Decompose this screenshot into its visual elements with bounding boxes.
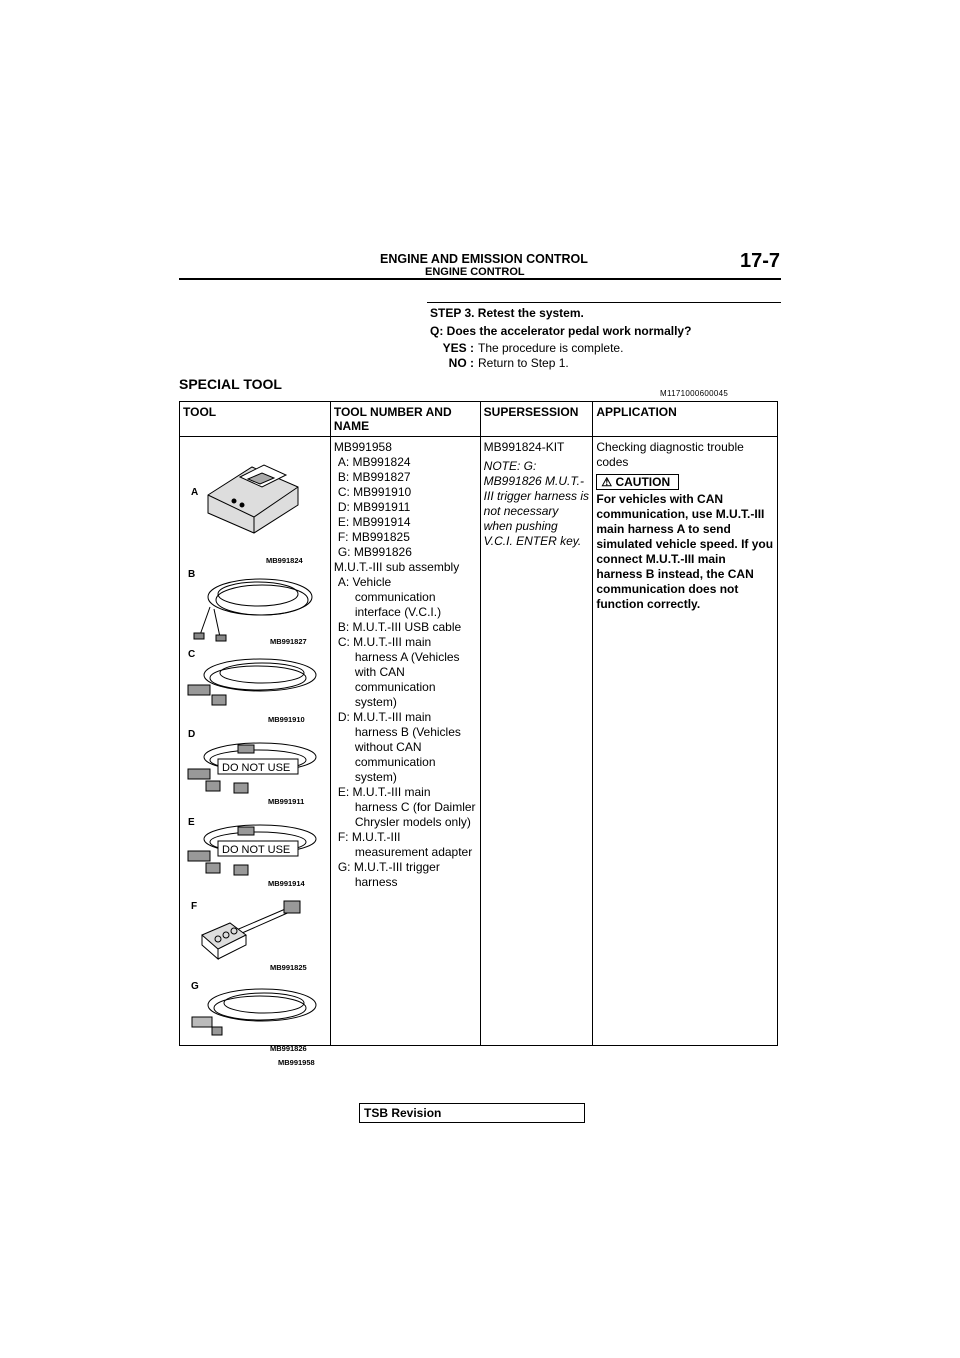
desc-line: communication [354,755,436,769]
label-b: B [188,569,196,580]
tool-illustration [180,437,324,1067]
desc-item-a: A: Vehicle [337,575,392,589]
page-number: 17-7 [740,250,781,272]
part-number: E: MB991914 [337,515,411,529]
step-question: Q: Does the accelerator pedal work normally? [430,324,692,338]
trigger-harness-drawing [192,989,316,1035]
application-cell [593,437,778,1046]
desc-line: system) [354,695,397,709]
label-f: F [191,901,198,912]
supersession-note: NOTE: G: MB991826 M.U.T.-III trigger harness is not necessary when pushing V.C.I. ENTER key. [483,459,590,548]
supersession-cell [480,437,593,1046]
yes-label: YES : [442,341,474,355]
desc-item-g: G: M.U.T.-III trigger [337,860,440,874]
part-f: MB991825 [270,963,307,972]
caution-label: CAUTION [615,475,671,489]
desc-line: harness C (for Daimler [354,800,476,814]
measurement-adapter-drawing [202,901,300,959]
label-e: E [188,817,195,828]
part-e: MB991914 [268,879,305,888]
special-tool-table [179,401,778,1067]
yes-text: The procedure is complete. [478,341,624,355]
header-rule [179,278,781,280]
desc-line: with CAN [354,665,405,679]
answer-yes [430,341,623,355]
desc-line: harness B (Vehicles [354,725,461,739]
no-label: NO : [448,356,474,370]
header-title: ENGINE AND EMISSION CONTROL [380,252,588,266]
application-text: Checking diagnostic trouble codes [596,440,744,469]
header-tool-number: TOOL NUMBER AND NAME [330,402,480,437]
part-number: D: MB991911 [337,500,411,514]
caution-box [596,474,679,490]
part-number: A: MB991824 [337,455,411,469]
section-title: SPECIAL TOOL [179,376,282,392]
header-application: APPLICATION [593,402,778,437]
warning-triangle-icon: ⚠ [601,475,613,489]
usb-cable-drawing [194,579,312,641]
label-d: D [188,729,196,740]
kit-number: MB991958 [278,1058,315,1067]
table-header-row [180,402,778,437]
harness-a-drawing [188,659,316,705]
desc-item-e: E: M.U.T.-III main [337,785,431,799]
supersession-value: MB991824-KIT [483,440,565,454]
section-code: M1171000600045 [660,389,729,398]
desc-item-c: C: M.U.T.-III main [337,635,432,649]
desc-line: communication [354,680,436,694]
tool-number-cell [330,437,480,1046]
desc-line: Chrysler models only) [354,815,471,829]
desc-line: communication [354,590,436,604]
header-tool: TOOL [180,402,331,437]
assembly-name: M.U.T.-III sub assembly [333,560,460,574]
desc-item-f: F: M.U.T.-III [337,830,401,844]
no-text: Return to Step 1. [478,356,569,370]
header-supersession: SUPERSESSION [480,402,593,437]
table-row [180,437,778,1046]
desc-line: harness [354,875,398,889]
vci-unit-drawing [208,465,298,533]
answer-no [430,356,569,370]
label-g: G [191,981,199,992]
desc-line: interface (V.C.I.) [354,605,442,619]
tsb-revision-box: TSB Revision [359,1103,585,1123]
do-not-use-e: DO NOT USE [222,844,291,856]
part-g: MB991826 [270,1044,307,1053]
part-c: MB991910 [268,715,305,724]
desc-line: measurement adapter [354,845,473,859]
label-a: A [191,487,199,498]
tool-main-number: MB991958 [333,440,392,454]
label-c: C [188,649,196,660]
do-not-use-d: DO NOT USE [222,762,291,774]
step-rule [427,302,781,303]
part-number: C: MB991910 [337,485,412,499]
part-d: MB991911 [268,797,305,806]
desc-line: harness A (Vehicles [354,650,460,664]
step-title: STEP 3. Retest the system. [430,306,584,320]
caution-text: For vehicles with CAN communication, use M.U.T.-III main harness A to send simulated vehicle speed. If you connect M.U.T.-III main harness B instead, the CAN communication does not function correctly. [596,492,774,611]
desc-line: without CAN [354,740,422,754]
desc-item-d: D: M.U.T.-III main [337,710,432,724]
part-number: B: MB991827 [337,470,411,484]
part-number: G: MB991826 [337,545,412,559]
header-subtitle: ENGINE CONTROL [425,266,525,278]
desc-line: system) [354,770,397,784]
tool-illustration-cell [180,437,331,1067]
part-b: MB991827 [270,637,307,646]
part-number: F: MB991825 [337,530,410,544]
part-a: MB991824 [266,556,303,565]
desc-item-b: B: M.U.T.-III USB cable [337,620,462,634]
